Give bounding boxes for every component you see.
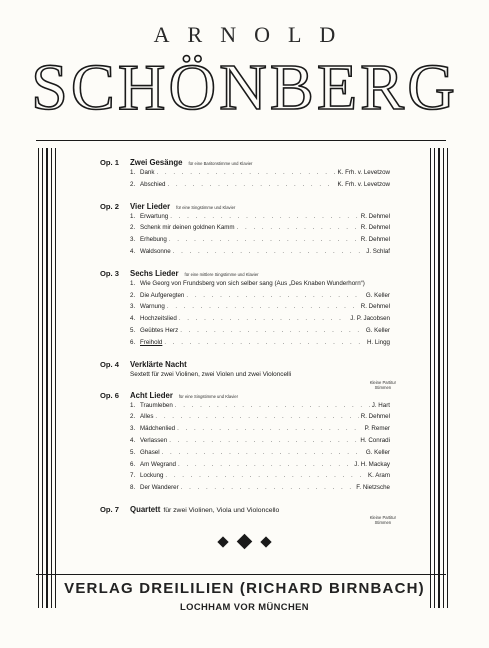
song-number: 2. <box>130 180 136 188</box>
diamond-icon <box>217 536 228 547</box>
opus-subtitle: für eine mittlere Singstimme und Klavier <box>184 271 259 277</box>
song-title: Verlassen <box>140 436 168 444</box>
leader-dots <box>165 472 366 479</box>
leader-dots <box>167 181 335 188</box>
song-poet: R. Dehmel <box>360 303 390 311</box>
opus-number: Op. 6 <box>100 390 119 400</box>
song-poet: P. Remer <box>364 425 390 433</box>
song-item <box>130 169 390 181</box>
song-item <box>130 402 390 414</box>
song-item <box>130 425 390 437</box>
song-number: 1. <box>130 169 136 176</box>
opus-number: Op. 7 <box>100 504 119 514</box>
song-title: Die Aufgeregten <box>140 291 185 299</box>
leader-dots <box>164 339 365 346</box>
edition-parts: Stimmen <box>374 520 392 526</box>
song-title: Traumleben <box>140 401 173 409</box>
song-poet: J. Schlaf <box>366 247 390 255</box>
opus-subtitle: für eine Singstimme und Klavier <box>178 393 239 399</box>
song-item <box>130 449 390 461</box>
song-poet: K. Frh. v. Levetzow <box>337 169 390 176</box>
song-poet: R. Dehmel <box>360 224 390 232</box>
opus-title: Sechs Lieder <box>130 268 179 278</box>
song-number: 3. <box>130 236 136 244</box>
opus-number: Op. 2 <box>100 201 119 211</box>
leader-dots <box>162 449 364 456</box>
opus-number: Op. 1 <box>100 158 119 167</box>
opus-3 <box>100 269 390 351</box>
song-item <box>130 224 390 236</box>
song-title: Erwartung <box>140 212 169 220</box>
leader-dots <box>175 402 370 409</box>
song-title: Warnung <box>140 303 165 311</box>
opus-1 <box>100 158 390 193</box>
song-poet: G. Keller <box>365 291 390 299</box>
song-number: 4. <box>130 247 136 255</box>
opus-number: Op. 4 <box>100 359 119 369</box>
edition-score: Kleine Partitur <box>369 379 396 385</box>
song-title: Erhebung <box>140 236 167 244</box>
song-number: 7. <box>130 472 136 480</box>
song-number: 6. <box>130 460 136 468</box>
song-title: Dank <box>140 169 155 176</box>
diamond-icon <box>261 536 272 547</box>
song-number: 4. <box>130 315 136 323</box>
song-title: Lockung <box>140 472 164 480</box>
works-catalog <box>100 158 396 526</box>
leader-dots <box>173 248 365 255</box>
song-number: 5. <box>130 448 136 456</box>
song-item <box>130 339 390 351</box>
song-item <box>130 327 390 339</box>
song-poet: G. Keller <box>365 448 390 456</box>
publisher-location: LOCHHAM VOR MÜNCHEN <box>180 601 309 612</box>
leader-dots <box>169 236 359 243</box>
song-item <box>130 413 390 425</box>
song-poet: R. Dehmel <box>360 236 390 244</box>
opus-instrumentation: für zwei Violinen, Viola und Violoncello <box>163 506 280 514</box>
edition-score: Kleine Partitur <box>369 514 396 520</box>
edition-note <box>370 380 396 391</box>
song-number: 3. <box>130 425 136 433</box>
song-item <box>130 484 390 496</box>
opus-title: Quartett <box>130 504 161 514</box>
song-title: Der Wanderer <box>140 484 179 492</box>
song-title: Waldsonne <box>140 247 171 255</box>
opus-title: Acht Lieder <box>130 390 173 400</box>
song-poet: J. P. Jacobsen <box>350 315 390 323</box>
leader-dots <box>179 315 348 322</box>
opus-4 <box>100 359 396 391</box>
song-number: 1. <box>130 212 136 220</box>
leader-dots <box>186 292 364 299</box>
song-item <box>130 303 390 315</box>
song-title: Ghasel <box>140 448 160 456</box>
song-item <box>130 292 390 304</box>
opus-title: Verklärte Nacht <box>130 359 187 369</box>
leader-dots <box>170 213 359 220</box>
song-poet: R. Dehmel <box>360 413 390 421</box>
song-poet: G. Keller <box>365 326 390 334</box>
diamond-ornament <box>0 533 489 551</box>
leader-dots <box>180 327 364 334</box>
song-title: Freihold <box>140 338 163 346</box>
bottom-rule <box>36 574 446 575</box>
top-rule <box>36 140 446 141</box>
opus-2 <box>100 202 390 260</box>
song-number: 5. <box>130 326 136 334</box>
edition-note <box>370 515 396 526</box>
opus-description: Sextett für zwei Violinen, zwei Violen und zwei Violoncelli <box>130 370 292 378</box>
leader-dots <box>177 425 363 432</box>
song-poet: K. Aram <box>367 472 390 480</box>
song-poet: K. Frh. v. Levetzow <box>337 180 390 188</box>
song-number: 4. <box>130 436 136 444</box>
song-item <box>130 213 390 225</box>
song-item <box>130 437 390 449</box>
song-item <box>130 280 390 292</box>
leader-dots <box>237 224 359 231</box>
song-title: Schenk mir deinen goldnen Kamm <box>140 224 235 232</box>
diamond-icon <box>237 534 253 550</box>
song-number: 8. <box>130 484 136 492</box>
song-number: 6. <box>130 338 136 346</box>
song-item <box>130 236 390 248</box>
song-number: 1. <box>130 401 136 409</box>
song-number: 1. <box>130 279 136 287</box>
song-number: 3. <box>130 303 136 311</box>
composer-last-name: SCHÖNBERG <box>31 51 458 124</box>
edition-parts: Stimmen <box>374 385 392 391</box>
opus-title: Zwei Gesänge <box>130 158 183 167</box>
song-poet: J. H. Mackay <box>354 460 390 468</box>
publisher-name: VERLAG DREILILIEN (RICHARD BIRNBACH) <box>64 580 425 597</box>
song-title: Wie Georg von Frundsberg von sich selber sang (Aus „Des Knaben Wunderhorn“) <box>140 279 365 287</box>
opus-6 <box>100 391 390 496</box>
song-item <box>130 461 390 473</box>
song-poet: J. Hart <box>371 401 390 409</box>
song-number: 2. <box>130 291 136 299</box>
song-item <box>130 472 390 484</box>
song-title: Am Wegrand <box>140 460 176 468</box>
song-number: 2. <box>130 413 136 421</box>
song-poet: F. Nietzsche <box>356 484 390 492</box>
song-title: Geübtes Herz <box>140 326 179 334</box>
song-title: Abschied <box>140 180 166 188</box>
leader-dots <box>169 437 358 444</box>
song-title: Mädchenlied <box>140 425 176 433</box>
opus-7 <box>100 504 396 526</box>
leader-dots <box>178 461 352 468</box>
song-poet: R. Dehmel <box>360 212 390 220</box>
opus-title: Vier Lieder <box>130 201 171 211</box>
song-number: 2. <box>130 224 136 232</box>
song-poet: H. Conradi <box>360 436 390 444</box>
song-title: Hochzeitslied <box>140 315 177 323</box>
song-item <box>130 181 390 193</box>
song-item <box>130 248 390 260</box>
leader-dots <box>167 303 359 310</box>
opus-subtitle: für eine Singstimme und Klavier <box>176 204 236 210</box>
song-item <box>130 315 390 327</box>
leader-dots <box>156 169 335 176</box>
opus-number: Op. 3 <box>100 268 119 278</box>
song-poet: H. Lingg <box>366 338 390 346</box>
opus-subtitle: für eine Baritonstimme und Klavier <box>188 161 253 166</box>
composer-first-name: ARNOLD <box>153 22 354 47</box>
leader-dots <box>181 484 355 491</box>
leader-dots <box>155 413 358 420</box>
song-title: Alles <box>140 413 154 421</box>
